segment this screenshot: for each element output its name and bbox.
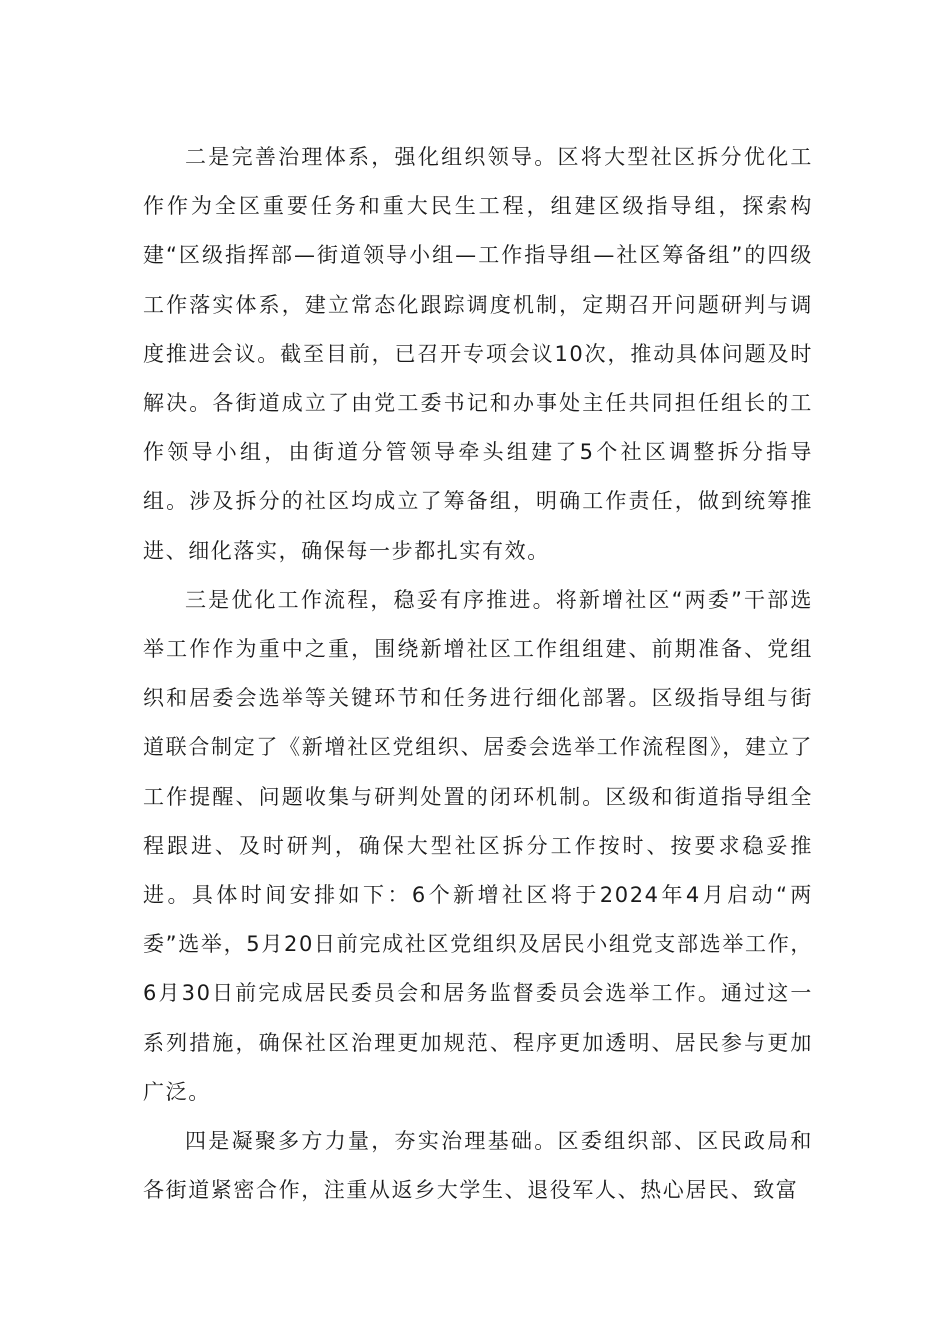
paragraph-gather-forces: 四是凝聚多方力量，夯实治理基础。区委组织部、区民政局和各街道紧密合作，注重从返乡大学生、退役军人、热心居民、致富	[143, 1129, 813, 1203]
document-body	[143, 133, 813, 1215]
paragraph-workflow-optimization: 三是优化工作流程，稳妥有序推进。将新增社区“两委”干部选举工作作为重中之重，围绕新增社区工作组组建、前期准备、党组织和居委会选举等关键环节和任务进行细化部署。区级指导组与街道联合制定了《新增社区党组织、居委会选举工作流程图》，建立了工作提醒、问题收集与研判处置的闭环机制。区级和街道指导组全程跟进、及时研判，确保大型社区拆分工作按时、按要求稳妥推进。具体时间安排如下：6个新增社区将于2024年4月启动“两委”选举，5月20日前完成社区党组织及居民小组党支部选举工作，6月30日前完成居民委员会和居务监督委员会选举工作。通过这一系列措施，确保社区治理更加规范、程序更加透明、居民参与更加广泛。	[143, 587, 813, 1104]
paragraph-governance-system: 二是完善治理体系，强化组织领导。区将大型社区拆分优化工作作为全区重要任务和重大民生工程，组建区级指导组，探索构建“区级指挥部—街道领导小组—工作指导组—社区筹备组”的四级工作落实体系，建立常态化跟踪调度机制，定期召开问题研判与调度推进会议。截至目前，已召开专项会议10次，推动具体问题及时解决。各街道成立了由党工委书记和办事处主任共同担任组长的工作领导小组，由街道分管领导牵头组建了5个社区调整拆分指导组。涉及拆分的社区均成立了筹备组，明确工作责任，做到统筹推进、细化落实，确保每一步都扎实有效。	[143, 145, 813, 563]
